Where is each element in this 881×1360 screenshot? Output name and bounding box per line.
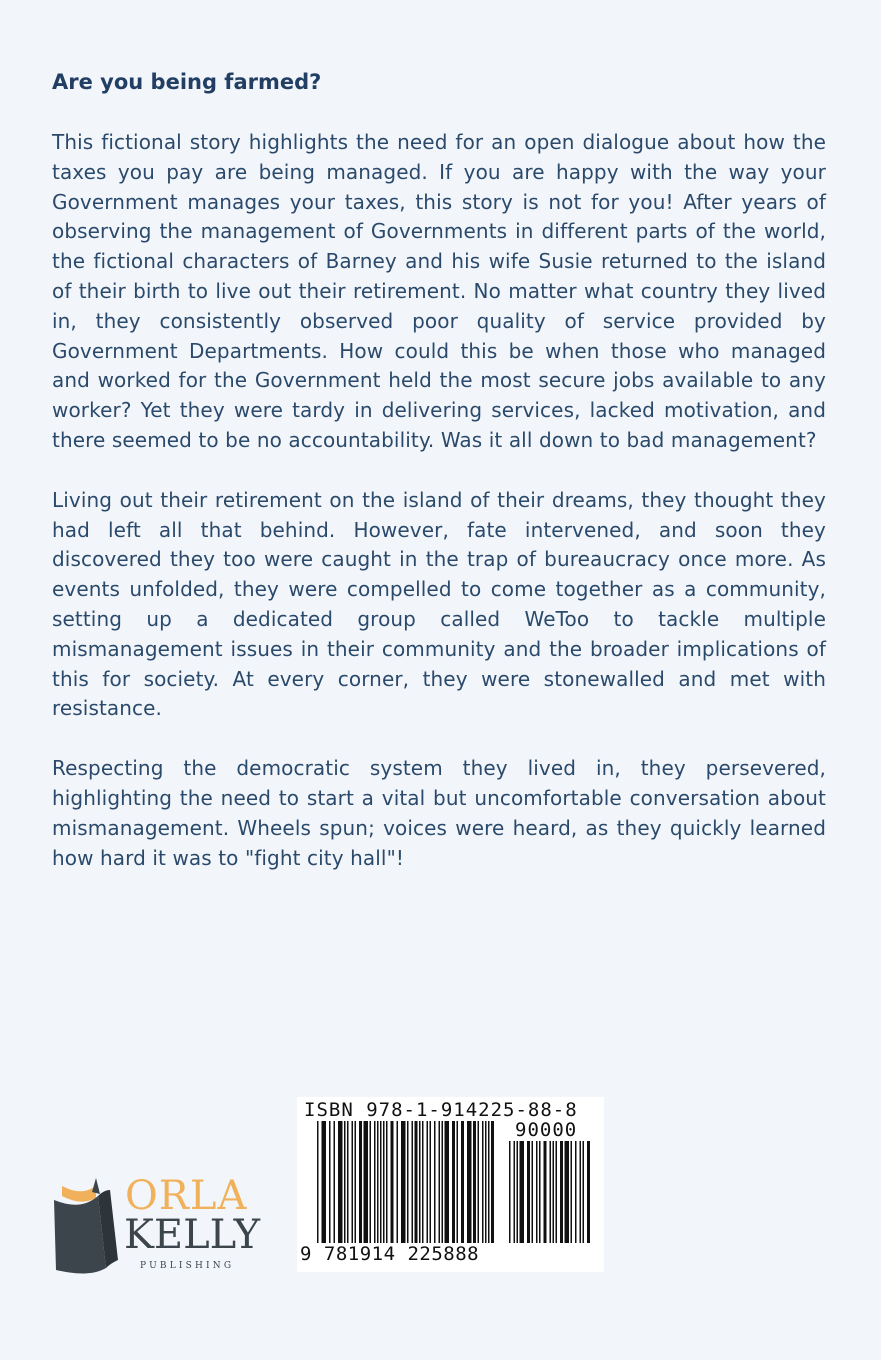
barcode-bar [344, 1121, 346, 1243]
barcode-bar [565, 1141, 570, 1243]
barcode-bar [482, 1121, 484, 1243]
barcode-bar [434, 1121, 436, 1243]
barcode-bar [355, 1121, 357, 1243]
back-cover-text [52, 66, 826, 903]
barcode-bar [442, 1121, 444, 1243]
barcode-bar [452, 1121, 455, 1243]
blurb-paragraph-2: Living out their retirement on the island of their dreams, they thought they had left all that behind. However, fate intervened, and soon they discovered they too were caught in the trap of bureaucracy once more. As events unfolded, they were compelled to come together as a community, setting up a dedicated group called WeToo to tackle multiple mismanagement issues in their community and the broader implications of this for society. At every corner, they were stonewalled and met with resistance. [52, 487, 826, 721]
barcode-bar [334, 1121, 336, 1243]
barcode-bar [347, 1121, 349, 1243]
barcode-bar [407, 1121, 409, 1243]
barcode-bar [329, 1121, 331, 1243]
barcode-bar [415, 1121, 418, 1243]
barcode-bar [401, 1121, 406, 1243]
barcode-bar [478, 1121, 480, 1243]
barcode-bar [485, 1121, 487, 1243]
logo-orla-text: ORLA [125, 1173, 248, 1219]
publisher-logo [52, 1172, 272, 1276]
barcode-bar [370, 1121, 372, 1243]
barcode-bar [583, 1141, 585, 1243]
barcode-bars [317, 1121, 501, 1243]
ean-digits: 9 781914 225888 [300, 1243, 480, 1265]
barcode-bar [377, 1121, 379, 1243]
barcode-bar [520, 1141, 525, 1243]
blurb-paragraph-3: Respecting the democratic system they lived in, they persevered, highlighting the need to start a vital but uncomfortable conversation about mismanagement. Wheels spun; voices were heard, as they quickly learned how hard it was to "fight city hall"! [52, 756, 826, 870]
price-code: 90000 [515, 1119, 578, 1141]
barcode-bar [587, 1141, 590, 1243]
barcode-bar [571, 1141, 573, 1243]
barcode-bar [322, 1121, 327, 1243]
barcode-bar [488, 1121, 490, 1243]
barcode-bar [386, 1121, 388, 1243]
barcode-bar [391, 1121, 394, 1243]
barcode-bar [517, 1141, 519, 1243]
barcode-bar [550, 1141, 552, 1243]
isbn-label: ISBN 978-1-914225-88-8 [304, 1099, 578, 1121]
barcode-bar [553, 1141, 555, 1243]
barcode-bar [422, 1121, 424, 1243]
barcode-bar [427, 1121, 429, 1243]
barcode-bar [560, 1141, 563, 1243]
barcode-bar [430, 1121, 432, 1243]
barcode-bar [544, 1141, 547, 1243]
barcode-bar [383, 1121, 385, 1243]
isbn-barcode [297, 1097, 604, 1272]
blurb-paragraph-1: This fictional story highlights the need for an open dialogue about how the taxes you pay are being managed. If you are happy with the way your Government manages your taxes, this story is not for you! After years of observing the management of Governments in different parts of the world, the fictional characters of Barney and his wife Susie returned to the island of their birth to live out their retirement. No matter what country they lived in, they consistently observed poor quality of service provided by Government Departments. How could this be when those who managed and worked for the Government held the most secure jobs available to any worker? Yet they were tardy in delivering services, lacked motivation, and there seemed to be no accountability. Was it all down to bad management? [52, 130, 826, 452]
barcode-bar [359, 1121, 362, 1243]
barcode-bar [397, 1121, 399, 1243]
barcode-bar [364, 1121, 369, 1243]
barcode-bar [575, 1141, 577, 1243]
barcode-bar [491, 1121, 494, 1243]
barcode-bar [380, 1121, 382, 1243]
barcode-addon-bars [509, 1141, 595, 1243]
barcode-bar [457, 1121, 459, 1243]
barcode-bar [580, 1141, 582, 1243]
barcode-bar [461, 1121, 464, 1243]
barcode-bar [527, 1141, 530, 1243]
book-icon [52, 1174, 132, 1278]
barcode-bar [473, 1121, 476, 1243]
barcode-bar [374, 1121, 376, 1243]
barcode-bar [412, 1121, 414, 1243]
barcode-bar [514, 1141, 516, 1243]
blurb-heading: Are you being farmed? [52, 70, 322, 94]
barcode-bar [352, 1121, 354, 1243]
barcode-bar [556, 1141, 558, 1243]
barcode-bar [539, 1141, 541, 1243]
logo-kelly-text: KELLY [124, 1212, 261, 1258]
barcode-bar [317, 1121, 319, 1243]
barcode-bar [445, 1121, 450, 1243]
barcode-bar [338, 1121, 343, 1243]
barcode-bar [532, 1141, 534, 1243]
barcode-bar [467, 1121, 472, 1243]
barcode-bar [536, 1141, 538, 1243]
barcode-bar [419, 1121, 421, 1243]
barcode-bar [439, 1121, 441, 1243]
logo-publishing-text: PUBLISHING [140, 1261, 235, 1271]
barcode-bar [509, 1141, 511, 1243]
